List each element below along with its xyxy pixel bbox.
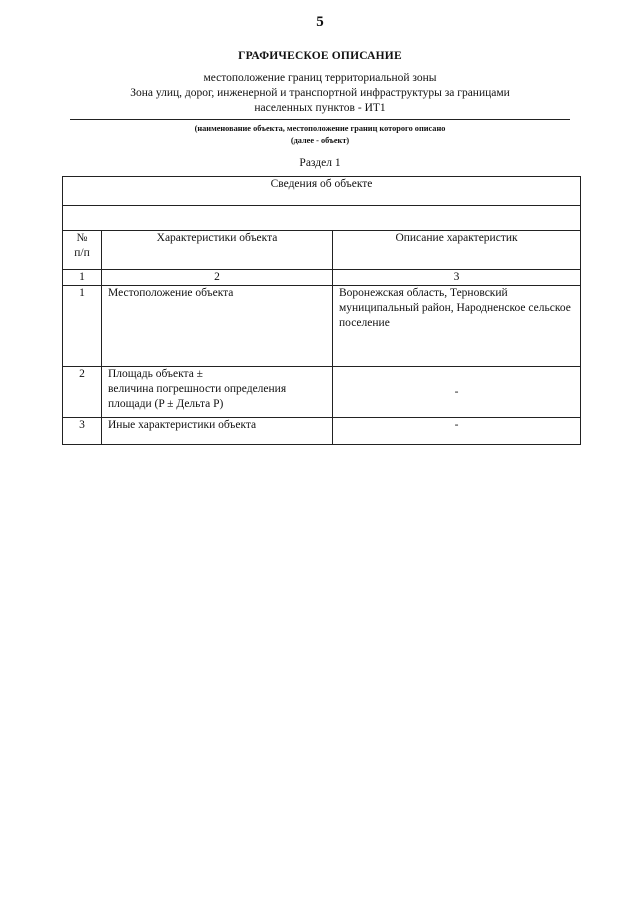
row-description: Воронежская область, Терновский муниципальный район, Народненское сельское поселение — [333, 286, 581, 367]
header-characteristic: Характеристики объекта — [102, 231, 333, 270]
note-line: (далее - объект) — [290, 136, 350, 145]
subtitle-line: местоположение границ территориальной зоны — [203, 72, 437, 84]
row-characteristic: Иные характеристики объекта — [102, 418, 333, 445]
column-number: 3 — [333, 270, 581, 286]
page-number: 5 — [316, 14, 324, 30]
column-number: 2 — [102, 270, 333, 286]
column-number: 1 — [63, 270, 102, 286]
object-note — [70, 123, 570, 147]
row-characteristic: Местоположение объекта — [102, 286, 333, 367]
subtitle-line: Зона улиц, дорог, инженерной и транспортной инфраструктуры за границами — [130, 87, 510, 99]
table-caption: Сведения об объекте — [63, 177, 581, 206]
subtitle-line: населенных пунктов - ИТ1 — [254, 102, 386, 114]
empty-row — [63, 206, 581, 231]
table-row — [63, 418, 581, 445]
table-caption-row — [63, 177, 581, 206]
row-number: 2 — [63, 367, 102, 418]
empty-cell — [63, 206, 581, 231]
table-row — [63, 367, 581, 418]
underline-rule — [70, 119, 570, 120]
row-number: 3 — [63, 418, 102, 445]
row-description: - — [333, 418, 581, 445]
object-description — [90, 71, 550, 116]
row-description: - — [333, 367, 581, 418]
note-line: (наименование объекта, местоположение границ которого описано — [194, 124, 446, 133]
object-info-table — [62, 176, 581, 445]
header-description: Описание характеристик — [333, 231, 581, 270]
row-characteristic: Площадь объекта ± величина погрешности определения площади (P ± Дельта P) — [102, 367, 333, 418]
row-number: 1 — [63, 286, 102, 367]
table-header-row — [63, 231, 581, 270]
table-row — [63, 286, 581, 367]
section-title: Раздел 1 — [299, 157, 341, 169]
document-title: ГРАФИЧЕСКОЕ ОПИСАНИЕ — [238, 50, 402, 62]
header-number: № п/п — [63, 231, 102, 270]
column-number-row — [63, 270, 581, 286]
